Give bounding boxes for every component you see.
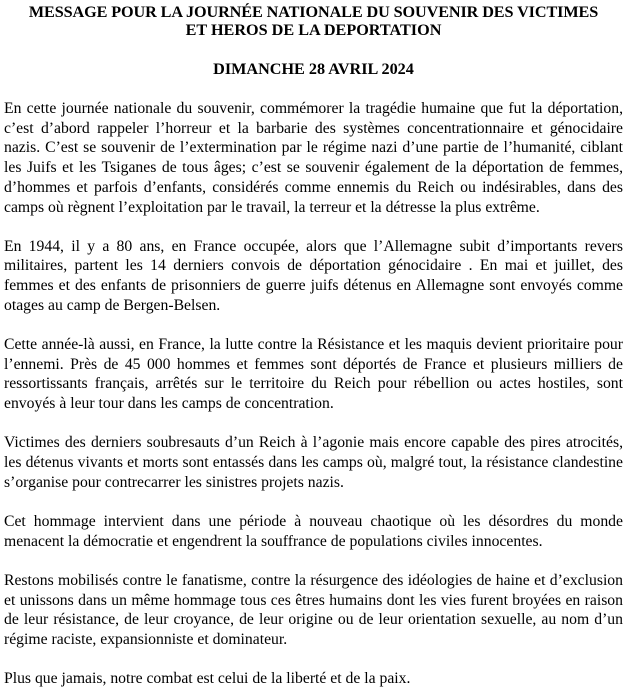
paragraph-5: Cet hommage intervient dans une période à nouveau chaotique où les désordres du monde menacent la démocratie et engendrent la souffrance de populations civiles innocentes. [4, 512, 623, 550]
paragraph-6: Restons mobilisés contre le fanatisme, contre la résurgence des idéologies de haine et d’exclusion et unissons dans un même hommage tous ces êtres humains dont les vies furent broyées en raison de leur résistance, de leur croyance, de leur origine ou de leur orientation sexuelle, au nom d’un régime raciste, expansionniste et dominateur. [4, 571, 623, 648]
document-date: DIMANCHE 28 AVRIL 2024 [213, 60, 414, 78]
document-title-line-2: ET HEROS DE LA DEPORTATION [185, 21, 442, 39]
document-title-line-1: MESSAGE POUR LA JOURNÉE NATIONALE DU SOUVENIR DES VICTIMES [28, 3, 599, 21]
paragraph-3: Cette année-là aussi, en France, la lutte contre la Résistance et les maquis devient prioritaire pour l’ennemi. Près de 45 000 hommes et femmes sont déportés de France et plusieurs milliers de ressortissants français, arrêtés sur le territoire du Reich pour rébellion ou actes hostiles, sont envoyés à leur tour dans les camps de concentration. [4, 336, 623, 413]
document-body [4, 99, 623, 689]
paragraph-7: Plus que jamais, notre combat est celui de la liberté et de la paix. [4, 670, 411, 688]
paragraph-1: En cette journée nationale du souvenir, commémorer la tragédie humaine que fut la déportation, c’est d’abord rappeler l’horreur et la barbarie des systèmes concentrationnaire et génocidaire nazis. C’est se souvenir de l’extermination par le régime nazi d’une partie de l’humanité, ciblant les Juifs et les Tsiganes de tous âges; c’est se souvenir également de la déportation de femmes, d’hommes et parfois d’enfants, considérés comme ennemis du Reich ou indésirables, dans des camps où règnent l’exploitation par le travail, la terreur et la détresse la plus extrême. [4, 100, 623, 216]
paragraph-2: En 1944, il y a 80 ans, en France occupée, alors que l’Allemagne subit d’importants revers militaires, partent les 14 derniers convois de déportation génocidaire . En mai et juillet, des femmes et des enfants de prisonniers de guerre juifs détenus en Allemagne sont envoyés comme otages au camp de Bergen-Belsen. [4, 237, 623, 314]
paragraph-4: Victimes des derniers soubresauts d’un Reich à l’agonie mais encore capable des pires atrocités, les détenus vivants et morts sont entassés dans les camps où, malgré tout, la résistance clandestine s’organise pour contrecarrer les sinistres projets nazis. [4, 434, 623, 491]
